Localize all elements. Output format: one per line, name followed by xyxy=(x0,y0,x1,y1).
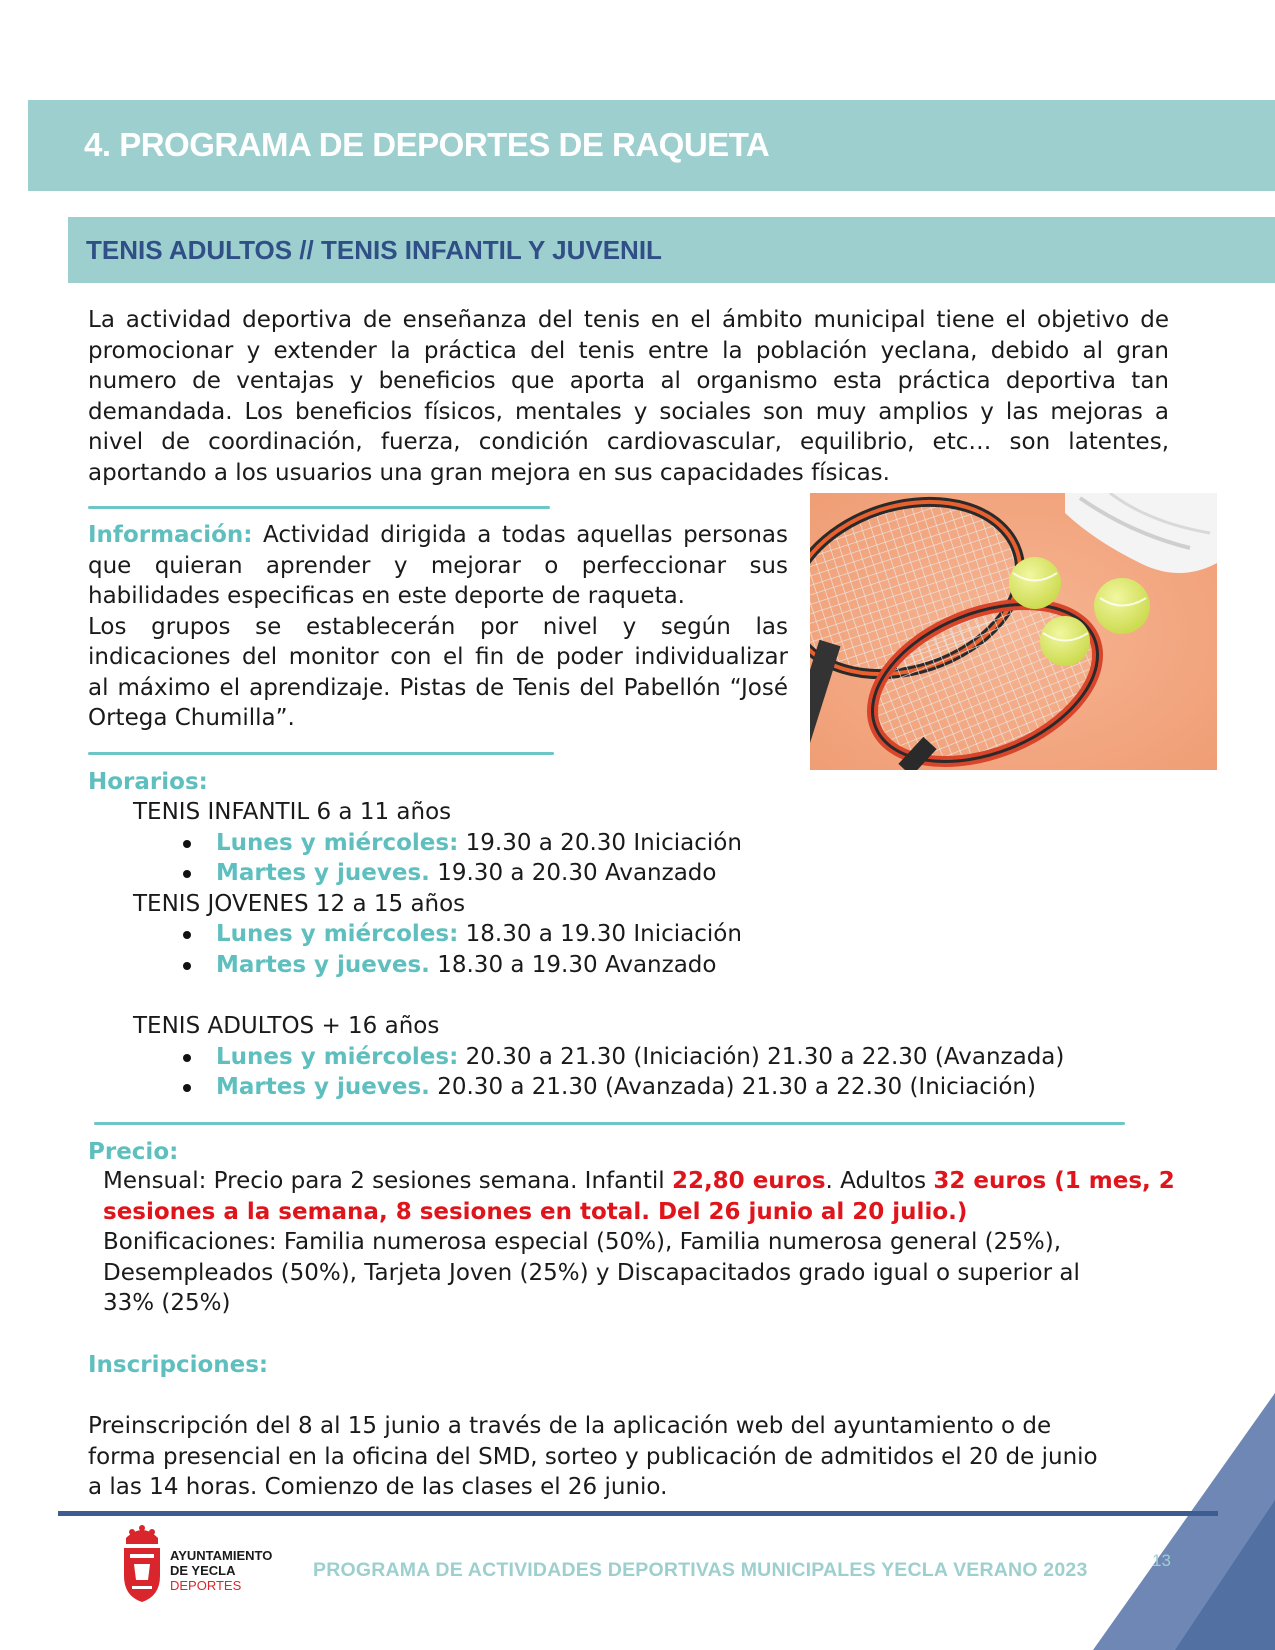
city-logo-text xyxy=(170,1548,272,1593)
registration-label-text: Inscripciones: xyxy=(88,1352,269,1378)
intro-line: promocionar y extender la práctica del tenis entre la población yeclana, debido al gran xyxy=(88,337,1169,364)
info-line: indicaciones del monitor con el fin de poder individualizar xyxy=(88,644,788,670)
section-title: 4. PROGRAMA DE DEPORTES DE RAQUETA xyxy=(84,126,770,163)
bonus-line: Bonificaciones: Familia numerosa especial (50%), Familia numerosa general (25%), xyxy=(103,1229,1062,1255)
info-line: habilidades especificas en este deporte de raqueta. xyxy=(88,583,685,609)
price-text: . Adultos xyxy=(825,1168,934,1194)
intro-line: La actividad deportiva de enseñanza del tenis en el ámbito municipal tiene el objetivo de xyxy=(88,307,1169,333)
subsection-title: TENIS ADULTOS // TENIS INFANTIL Y JUVENIL xyxy=(86,235,662,265)
intro-line: numero de ventajas y beneficios que aporta al organismo esta práctica deportiva tan xyxy=(88,368,1169,394)
adult-price-detail: sesiones a la semana, 8 sesiones en total. Del 26 junio al 20 julio.) xyxy=(103,1198,968,1225)
info-line: Ortega Chumilla”. xyxy=(88,705,295,731)
logo-line: DEPORTES xyxy=(170,1578,242,1593)
info-line: que quieran aprender y mejorar o perfeccionar sus xyxy=(88,552,788,579)
time-range: 20.30 a 21.30 (Avanzada) 21.30 a 22.30 (Iniciación) xyxy=(437,1074,1036,1100)
page-number: 13 xyxy=(1152,1551,1171,1570)
days-label: Lunes y miércoles: xyxy=(216,1043,459,1070)
registration-line: Preinscripción del 8 al 15 junio a través de la aplicación web del ayuntamiento o de xyxy=(88,1413,1052,1439)
intro-line: nivel de coordinación, fuerza, condición cardiovascular, equilibrio, etc… son latentes, xyxy=(88,429,1169,455)
info-text: Actividad dirigida a todas aquellas personas xyxy=(263,522,788,548)
bonus-line: Desempleados (50%), Tarjeta Joven (25%) y Discapacitados grado igual o superior al xyxy=(103,1259,1080,1286)
adult-price: 32 euros (1 mes, 2 xyxy=(933,1168,1175,1194)
days-label: Martes y jueves. xyxy=(216,860,430,886)
footer-program-title: PROGRAMA DE ACTIVIDADES DEPORTIVAS MUNICIPALES YECLA VERANO 2023 xyxy=(313,1559,1088,1581)
time-range: 19.30 a 20.30 Avanzado xyxy=(437,860,717,886)
group-title: TENIS INFANTIL 6 a 11 años xyxy=(133,799,452,825)
time-range: 18.30 a 19.30 Iniciación xyxy=(458,921,742,947)
registration-line: forma presencial en la oficina del SMD, sorteo y publicación de admitidos el 20 de junio xyxy=(88,1443,1098,1470)
price-label-text: Precio: xyxy=(88,1139,179,1165)
bonus-line: 33% (25%) xyxy=(103,1290,231,1316)
time-range: 20.30 a 21.30 (Iniciación) 21.30 a 22.30 (Avanzada) xyxy=(465,1043,1065,1070)
city-logo xyxy=(118,1524,166,1604)
info-label: Información: xyxy=(88,522,253,548)
schedule-label-text: Horarios: xyxy=(88,769,208,795)
footer-divider xyxy=(58,1511,1218,1516)
intro-line: aportando a los usuarios una gran mejora en sus capacidades físicas. xyxy=(88,459,890,486)
intro-line: demandada. Los beneficios físicos, mentales y sociales son muy amplios y las mejoras a xyxy=(88,398,1169,425)
coat-of-arms-icon xyxy=(118,1524,166,1604)
logo-line: DE YECLA xyxy=(170,1563,236,1578)
info-line: Los grupos se establecerán por nivel y según las xyxy=(88,613,788,640)
days-label: Martes y jueves. xyxy=(216,951,430,978)
info-line: al máximo el aprendizaje. Pistas de Tenis del Pabellón “José xyxy=(88,674,788,701)
days-label: Lunes y miércoles: xyxy=(216,829,459,856)
time-range: 18.30 a 19.30 Avanzado xyxy=(437,951,717,978)
registration-line: a las 14 horas. Comienzo de las clases el 26 junio. xyxy=(88,1474,668,1500)
infant-price: 22,80 euros xyxy=(671,1168,826,1194)
days-label: Martes y jueves. xyxy=(216,1074,430,1100)
price-text: Mensual: Precio para 2 sesiones semana. Infantil xyxy=(103,1168,672,1194)
logo-line: AYUNTAMIENTO xyxy=(170,1548,273,1563)
days-label: Lunes y miércoles: xyxy=(216,921,459,947)
time-range: 19.30 a 20.30 Iniciación xyxy=(458,829,742,856)
group-title: TENIS JOVENES 12 a 15 años xyxy=(133,890,466,917)
group-title: TENIS ADULTOS + 16 años xyxy=(133,1013,440,1039)
